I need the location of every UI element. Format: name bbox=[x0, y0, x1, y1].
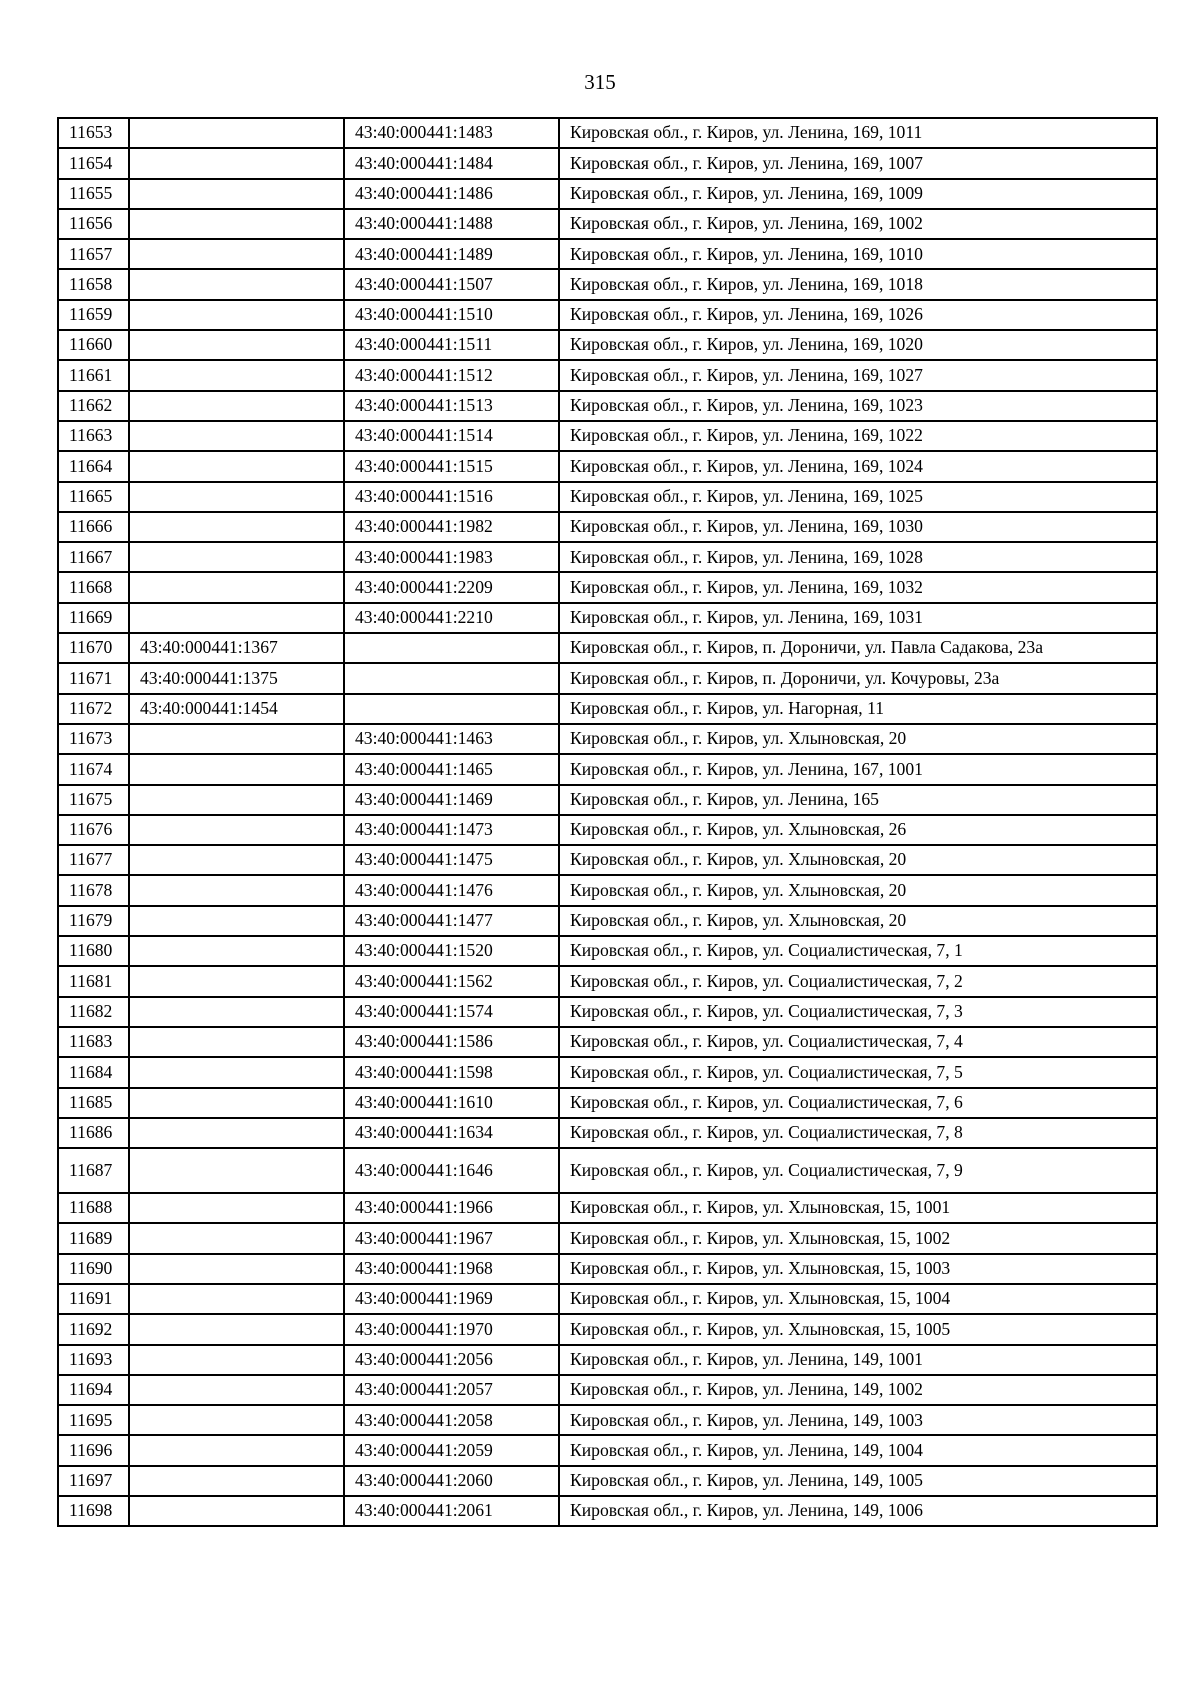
table-row bbox=[58, 542, 1157, 572]
address-cell: Кировская обл., г. Киров, ул. Хлыновская, 15, 1003 bbox=[559, 1254, 1157, 1284]
table-row bbox=[58, 118, 1157, 148]
address-cell: Кировская обл., г. Киров, ул. Ленина, 169, 1030 bbox=[559, 512, 1157, 542]
cadastral-number-2-cell: 43:40:000441:2058 bbox=[344, 1405, 559, 1435]
row-number-cell: 11667 bbox=[58, 542, 129, 572]
cadastral-number-1-cell bbox=[129, 754, 344, 784]
table-row bbox=[58, 1148, 1157, 1193]
address-cell: Кировская обл., г. Киров, ул. Хлыновская, 15, 1001 bbox=[559, 1193, 1157, 1223]
cadastral-number-2-cell: 43:40:000441:1489 bbox=[344, 239, 559, 269]
cadastral-number-1-cell bbox=[129, 1496, 344, 1526]
table-row bbox=[58, 1057, 1157, 1087]
row-number-cell: 11671 bbox=[58, 663, 129, 693]
page-number: 315 bbox=[584, 70, 616, 94]
cadastral-number-2-cell: 43:40:000441:1969 bbox=[344, 1284, 559, 1314]
cadastral-number-2-cell: 43:40:000441:1488 bbox=[344, 209, 559, 239]
cadastral-number-1-cell bbox=[129, 1314, 344, 1344]
address-cell: Кировская обл., г. Киров, ул. Ленина, 169, 1007 bbox=[559, 148, 1157, 178]
address-cell: Кировская обл., г. Киров, ул. Ленина, 169, 1024 bbox=[559, 451, 1157, 481]
cadastral-number-2-cell: 43:40:000441:2060 bbox=[344, 1466, 559, 1496]
address-cell: Кировская обл., г. Киров, ул. Ленина, 149, 1002 bbox=[559, 1375, 1157, 1405]
cadastral-number-1-cell bbox=[129, 542, 344, 572]
table-row bbox=[58, 966, 1157, 996]
address-cell: Кировская обл., г. Киров, ул. Хлыновская, 15, 1005 bbox=[559, 1314, 1157, 1344]
cadastral-number-2-cell: 43:40:000441:2059 bbox=[344, 1435, 559, 1465]
cadastral-number-2-cell: 43:40:000441:2210 bbox=[344, 603, 559, 633]
cadastral-number-1-cell bbox=[129, 300, 344, 330]
address-cell: Кировская обл., г. Киров, ул. Ленина, 169, 1023 bbox=[559, 391, 1157, 421]
row-number-cell: 11676 bbox=[58, 815, 129, 845]
table-row bbox=[58, 148, 1157, 178]
table-row bbox=[58, 1375, 1157, 1405]
cadastral-number-2-cell: 43:40:000441:1970 bbox=[344, 1314, 559, 1344]
address-cell: Кировская обл., г. Киров, ул. Ленина, 169, 1022 bbox=[559, 421, 1157, 451]
row-number-cell: 11653 bbox=[58, 118, 129, 148]
address-cell: Кировская обл., г. Киров, ул. Социалистическая, 7, 2 bbox=[559, 966, 1157, 996]
cadastral-number-1-cell bbox=[129, 785, 344, 815]
cadastral-number-1-cell bbox=[129, 1088, 344, 1118]
address-cell: Кировская обл., г. Киров, ул. Ленина, 169, 1009 bbox=[559, 179, 1157, 209]
registry-table bbox=[57, 117, 1158, 1527]
cadastral-number-1-cell bbox=[129, 572, 344, 602]
cadastral-number-2-cell: 43:40:000441:2209 bbox=[344, 572, 559, 602]
row-number-cell: 11662 bbox=[58, 391, 129, 421]
address-cell: Кировская обл., г. Киров, ул. Хлыновская, 15, 1004 bbox=[559, 1284, 1157, 1314]
table-row bbox=[58, 1345, 1157, 1375]
row-number-cell: 11678 bbox=[58, 875, 129, 905]
cadastral-number-1-cell bbox=[129, 269, 344, 299]
row-number-cell: 11665 bbox=[58, 482, 129, 512]
cadastral-number-2-cell: 43:40:000441:1515 bbox=[344, 451, 559, 481]
cadastral-number-2-cell: 43:40:000441:1513 bbox=[344, 391, 559, 421]
address-cell: Кировская обл., г. Киров, ул. Ленина, 169, 1011 bbox=[559, 118, 1157, 148]
table-row bbox=[58, 360, 1157, 390]
table-row bbox=[58, 906, 1157, 936]
cadastral-number-1-cell bbox=[129, 239, 344, 269]
row-number-cell: 11693 bbox=[58, 1345, 129, 1375]
cadastral-number-1-cell: 43:40:000441:1454 bbox=[129, 694, 344, 724]
cadastral-number-2-cell: 43:40:000441:1476 bbox=[344, 875, 559, 905]
table-row bbox=[58, 482, 1157, 512]
cadastral-number-2-cell: 43:40:000441:2057 bbox=[344, 1375, 559, 1405]
cadastral-number-1-cell bbox=[129, 997, 344, 1027]
address-cell: Кировская обл., г. Киров, ул. Ленина, 169, 1020 bbox=[559, 330, 1157, 360]
table-row bbox=[58, 1314, 1157, 1344]
table-row bbox=[58, 1193, 1157, 1223]
table-row bbox=[58, 875, 1157, 905]
cadastral-number-1-cell bbox=[129, 179, 344, 209]
cadastral-number-2-cell: 43:40:000441:1463 bbox=[344, 724, 559, 754]
cadastral-number-1-cell bbox=[129, 512, 344, 542]
table-row bbox=[58, 330, 1157, 360]
address-cell: Кировская обл., г. Киров, ул. Хлыновская, 20 bbox=[559, 845, 1157, 875]
cadastral-number-2-cell: 43:40:000441:1574 bbox=[344, 997, 559, 1027]
address-cell: Кировская обл., г. Киров, ул. Ленина, 169, 1002 bbox=[559, 209, 1157, 239]
table-row bbox=[58, 785, 1157, 815]
cadastral-number-1-cell bbox=[129, 360, 344, 390]
cadastral-number-2-cell bbox=[344, 633, 559, 663]
table-row bbox=[58, 391, 1157, 421]
address-cell: Кировская обл., г. Киров, ул. Хлыновская, 20 bbox=[559, 906, 1157, 936]
row-number-cell: 11658 bbox=[58, 269, 129, 299]
cadastral-number-1-cell bbox=[129, 421, 344, 451]
row-number-cell: 11656 bbox=[58, 209, 129, 239]
cadastral-number-2-cell: 43:40:000441:1483 bbox=[344, 118, 559, 148]
cadastral-number-2-cell: 43:40:000441:1966 bbox=[344, 1193, 559, 1223]
cadastral-number-1-cell bbox=[129, 209, 344, 239]
cadastral-number-2-cell: 43:40:000441:1968 bbox=[344, 1254, 559, 1284]
address-cell: Кировская обл., г. Киров, ул. Социалистическая, 7, 1 bbox=[559, 936, 1157, 966]
address-cell: Кировская обл., г. Киров, ул. Ленина, 149, 1004 bbox=[559, 1435, 1157, 1465]
cadastral-number-2-cell bbox=[344, 663, 559, 693]
row-number-cell: 11660 bbox=[58, 330, 129, 360]
table-row bbox=[58, 603, 1157, 633]
table-row bbox=[58, 633, 1157, 663]
cadastral-number-1-cell bbox=[129, 330, 344, 360]
address-cell: Кировская обл., г. Киров, ул. Социалистическая, 7, 8 bbox=[559, 1118, 1157, 1148]
table-row bbox=[58, 512, 1157, 542]
row-number-cell: 11684 bbox=[58, 1057, 129, 1087]
cadastral-number-1-cell bbox=[129, 1405, 344, 1435]
row-number-cell: 11687 bbox=[58, 1148, 129, 1193]
cadastral-number-1-cell bbox=[129, 936, 344, 966]
cadastral-number-1-cell bbox=[129, 1375, 344, 1405]
address-cell: Кировская обл., г. Киров, п. Дороничи, ул. Кочуровы, 23а bbox=[559, 663, 1157, 693]
address-cell: Кировская обл., г. Киров, ул. Социалистическая, 7, 9 bbox=[559, 1148, 1157, 1193]
cadastral-number-2-cell: 43:40:000441:1516 bbox=[344, 482, 559, 512]
row-number-cell: 11669 bbox=[58, 603, 129, 633]
row-number-cell: 11683 bbox=[58, 1027, 129, 1057]
table-row bbox=[58, 663, 1157, 693]
cadastral-number-1-cell: 43:40:000441:1367 bbox=[129, 633, 344, 663]
cadastral-number-1-cell bbox=[129, 603, 344, 633]
row-number-cell: 11663 bbox=[58, 421, 129, 451]
address-cell: Кировская обл., г. Киров, ул. Хлыновская, 15, 1002 bbox=[559, 1223, 1157, 1253]
cadastral-number-1-cell bbox=[129, 1223, 344, 1253]
cadastral-number-1-cell bbox=[129, 1284, 344, 1314]
cadastral-number-1-cell bbox=[129, 1466, 344, 1496]
table-row bbox=[58, 300, 1157, 330]
address-cell: Кировская обл., г. Киров, ул. Ленина, 169, 1032 bbox=[559, 572, 1157, 602]
cadastral-number-2-cell: 43:40:000441:1507 bbox=[344, 269, 559, 299]
cadastral-number-1-cell: 43:40:000441:1375 bbox=[129, 663, 344, 693]
row-number-cell: 11698 bbox=[58, 1496, 129, 1526]
row-number-cell: 11685 bbox=[58, 1088, 129, 1118]
table-row bbox=[58, 1254, 1157, 1284]
table-row bbox=[58, 269, 1157, 299]
address-cell: Кировская обл., г. Киров, ул. Ленина, 165 bbox=[559, 785, 1157, 815]
table-row bbox=[58, 724, 1157, 754]
table-row bbox=[58, 1466, 1157, 1496]
cadastral-number-2-cell: 43:40:000441:1610 bbox=[344, 1088, 559, 1118]
cadastral-number-2-cell: 43:40:000441:1967 bbox=[344, 1223, 559, 1253]
cadastral-number-2-cell: 43:40:000441:1983 bbox=[344, 542, 559, 572]
address-cell: Кировская обл., г. Киров, ул. Ленина, 149, 1005 bbox=[559, 1466, 1157, 1496]
row-number-cell: 11657 bbox=[58, 239, 129, 269]
cadastral-number-2-cell: 43:40:000441:1598 bbox=[344, 1057, 559, 1087]
cadastral-number-2-cell: 43:40:000441:1562 bbox=[344, 966, 559, 996]
cadastral-number-1-cell bbox=[129, 815, 344, 845]
cadastral-number-2-cell: 43:40:000441:1982 bbox=[344, 512, 559, 542]
cadastral-number-1-cell bbox=[129, 845, 344, 875]
table-row bbox=[58, 239, 1157, 269]
table-row bbox=[58, 754, 1157, 784]
cadastral-number-1-cell bbox=[129, 906, 344, 936]
address-cell: Кировская обл., г. Киров, ул. Ленина, 169, 1028 bbox=[559, 542, 1157, 572]
table-row bbox=[58, 1496, 1157, 1526]
cadastral-number-1-cell bbox=[129, 482, 344, 512]
cadastral-number-2-cell: 43:40:000441:1512 bbox=[344, 360, 559, 390]
row-number-cell: 11689 bbox=[58, 1223, 129, 1253]
row-number-cell: 11681 bbox=[58, 966, 129, 996]
row-number-cell: 11680 bbox=[58, 936, 129, 966]
row-number-cell: 11686 bbox=[58, 1118, 129, 1148]
cadastral-number-1-cell bbox=[129, 966, 344, 996]
address-cell: Кировская обл., г. Киров, ул. Ленина, 169, 1010 bbox=[559, 239, 1157, 269]
cadastral-number-1-cell bbox=[129, 391, 344, 421]
row-number-cell: 11664 bbox=[58, 451, 129, 481]
row-number-cell: 11694 bbox=[58, 1375, 129, 1405]
row-number-cell: 11655 bbox=[58, 179, 129, 209]
cadastral-number-1-cell bbox=[129, 1254, 344, 1284]
table-row bbox=[58, 936, 1157, 966]
address-cell: Кировская обл., г. Киров, ул. Социалистическая, 7, 6 bbox=[559, 1088, 1157, 1118]
registry-table-body bbox=[58, 118, 1157, 1526]
cadastral-number-2-cell: 43:40:000441:1475 bbox=[344, 845, 559, 875]
address-cell: Кировская обл., г. Киров, ул. Ленина, 149, 1001 bbox=[559, 1345, 1157, 1375]
address-cell: Кировская обл., г. Киров, ул. Ленина, 149, 1006 bbox=[559, 1496, 1157, 1526]
cadastral-number-2-cell: 43:40:000441:1514 bbox=[344, 421, 559, 451]
cadastral-number-1-cell bbox=[129, 118, 344, 148]
address-cell: Кировская обл., г. Киров, ул. Ленина, 169, 1025 bbox=[559, 482, 1157, 512]
row-number-cell: 11697 bbox=[58, 1466, 129, 1496]
cadastral-number-2-cell: 43:40:000441:1477 bbox=[344, 906, 559, 936]
table-row bbox=[58, 1284, 1157, 1314]
cadastral-number-1-cell bbox=[129, 724, 344, 754]
table-row bbox=[58, 179, 1157, 209]
address-cell: Кировская обл., г. Киров, ул. Хлыновская, 20 bbox=[559, 724, 1157, 754]
row-number-cell: 11677 bbox=[58, 845, 129, 875]
cadastral-number-1-cell bbox=[129, 1027, 344, 1057]
table-row bbox=[58, 1118, 1157, 1148]
row-number-cell: 11688 bbox=[58, 1193, 129, 1223]
cadastral-number-2-cell: 43:40:000441:1510 bbox=[344, 300, 559, 330]
table-row bbox=[58, 451, 1157, 481]
cadastral-number-1-cell bbox=[129, 1193, 344, 1223]
address-cell: Кировская обл., г. Киров, ул. Ленина, 169, 1026 bbox=[559, 300, 1157, 330]
cadastral-number-1-cell bbox=[129, 148, 344, 178]
cadastral-number-2-cell: 43:40:000441:1511 bbox=[344, 330, 559, 360]
cadastral-number-2-cell: 43:40:000441:1486 bbox=[344, 179, 559, 209]
row-number-cell: 11674 bbox=[58, 754, 129, 784]
row-number-cell: 11675 bbox=[58, 785, 129, 815]
address-cell: Кировская обл., г. Киров, ул. Ленина, 169, 1031 bbox=[559, 603, 1157, 633]
cadastral-number-1-cell bbox=[129, 1345, 344, 1375]
row-number-cell: 11666 bbox=[58, 512, 129, 542]
cadastral-number-2-cell: 43:40:000441:1469 bbox=[344, 785, 559, 815]
address-cell: Кировская обл., г. Киров, ул. Социалистическая, 7, 5 bbox=[559, 1057, 1157, 1087]
row-number-cell: 11672 bbox=[58, 694, 129, 724]
cadastral-number-2-cell: 43:40:000441:1473 bbox=[344, 815, 559, 845]
row-number-cell: 11673 bbox=[58, 724, 129, 754]
row-number-cell: 11682 bbox=[58, 997, 129, 1027]
address-cell: Кировская обл., г. Киров, ул. Ленина, 169, 1018 bbox=[559, 269, 1157, 299]
table-row bbox=[58, 1223, 1157, 1253]
cadastral-number-2-cell bbox=[344, 694, 559, 724]
table-row bbox=[58, 1088, 1157, 1118]
row-number-cell: 11691 bbox=[58, 1284, 129, 1314]
table-row bbox=[58, 209, 1157, 239]
table-row bbox=[58, 1405, 1157, 1435]
row-number-cell: 11679 bbox=[58, 906, 129, 936]
cadastral-number-2-cell: 43:40:000441:1634 bbox=[344, 1118, 559, 1148]
cadastral-number-2-cell: 43:40:000441:1646 bbox=[344, 1148, 559, 1193]
cadastral-number-2-cell: 43:40:000441:2061 bbox=[344, 1496, 559, 1526]
address-cell: Кировская обл., г. Киров, ул. Хлыновская, 20 bbox=[559, 875, 1157, 905]
address-cell: Кировская обл., г. Киров, ул. Ленина, 167, 1001 bbox=[559, 754, 1157, 784]
table-row bbox=[58, 845, 1157, 875]
row-number-cell: 11661 bbox=[58, 360, 129, 390]
row-number-cell: 11695 bbox=[58, 1405, 129, 1435]
address-cell: Кировская обл., г. Киров, ул. Ленина, 149, 1003 bbox=[559, 1405, 1157, 1435]
cadastral-number-2-cell: 43:40:000441:1465 bbox=[344, 754, 559, 784]
cadastral-number-1-cell bbox=[129, 1148, 344, 1193]
address-cell: Кировская обл., г. Киров, п. Дороничи, ул. Павла Садакова, 23а bbox=[559, 633, 1157, 663]
cadastral-number-2-cell: 43:40:000441:1586 bbox=[344, 1027, 559, 1057]
table-row bbox=[58, 1027, 1157, 1057]
address-cell: Кировская обл., г. Киров, ул. Ленина, 169, 1027 bbox=[559, 360, 1157, 390]
table-row bbox=[58, 694, 1157, 724]
address-cell: Кировская обл., г. Киров, ул. Нагорная, 11 bbox=[559, 694, 1157, 724]
table-row bbox=[58, 1435, 1157, 1465]
address-cell: Кировская обл., г. Киров, ул. Социалистическая, 7, 4 bbox=[559, 1027, 1157, 1057]
cadastral-number-1-cell bbox=[129, 451, 344, 481]
address-cell: Кировская обл., г. Киров, ул. Социалистическая, 7, 3 bbox=[559, 997, 1157, 1027]
table-row bbox=[58, 421, 1157, 451]
cadastral-number-1-cell bbox=[129, 875, 344, 905]
row-number-cell: 11696 bbox=[58, 1435, 129, 1465]
cadastral-number-1-cell bbox=[129, 1057, 344, 1087]
row-number-cell: 11690 bbox=[58, 1254, 129, 1284]
row-number-cell: 11654 bbox=[58, 148, 129, 178]
table-row bbox=[58, 997, 1157, 1027]
cadastral-number-2-cell: 43:40:000441:1520 bbox=[344, 936, 559, 966]
row-number-cell: 11659 bbox=[58, 300, 129, 330]
row-number-cell: 11692 bbox=[58, 1314, 129, 1344]
row-number-cell: 11668 bbox=[58, 572, 129, 602]
cadastral-number-2-cell: 43:40:000441:2056 bbox=[344, 1345, 559, 1375]
table-row bbox=[58, 815, 1157, 845]
cadastral-number-1-cell bbox=[129, 1435, 344, 1465]
cadastral-number-1-cell bbox=[129, 1118, 344, 1148]
table-row bbox=[58, 572, 1157, 602]
address-cell: Кировская обл., г. Киров, ул. Хлыновская, 26 bbox=[559, 815, 1157, 845]
row-number-cell: 11670 bbox=[58, 633, 129, 663]
cadastral-number-2-cell: 43:40:000441:1484 bbox=[344, 148, 559, 178]
